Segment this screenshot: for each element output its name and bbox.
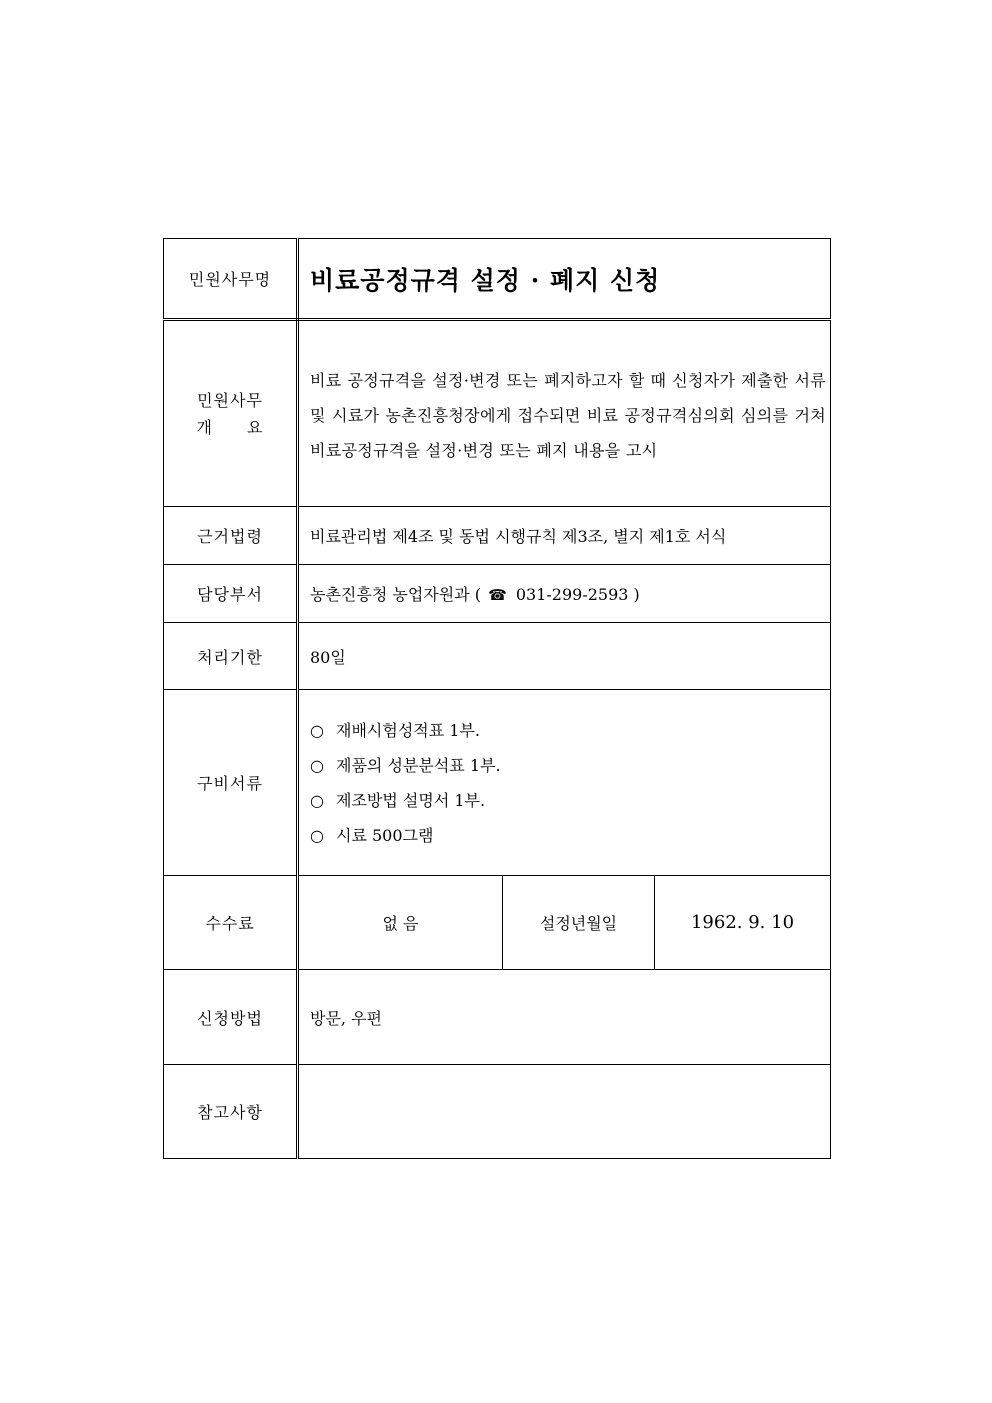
bullet-circle-icon: ○: [310, 720, 324, 740]
period-row: [164, 623, 831, 690]
list-item: [310, 713, 826, 748]
dept-row: [164, 565, 831, 623]
docs-label: 구비서류: [164, 690, 298, 876]
dept-label: 담당부서: [164, 565, 298, 623]
law-value: 비료관리법 제4조 및 동법 시행규칙 제3조, 별지 제1호 서식: [298, 507, 831, 565]
overview-cell: [298, 320, 831, 507]
civil-affairs-form-table: [163, 238, 831, 1159]
title-row: [164, 239, 831, 320]
list-item: [310, 748, 826, 783]
docs-list: [310, 713, 826, 853]
page-title-text: 비료공정규격 설정 · 폐지 신청: [310, 265, 661, 295]
dept-name: 농촌진흥청 농업자원과 (: [310, 585, 481, 604]
overview-label: [164, 320, 298, 507]
bullet-circle-icon: ○: [310, 825, 324, 845]
period-label: 처리기한: [164, 623, 298, 690]
list-item-text: 제품의 성분분석표 1부.: [336, 755, 501, 775]
date-value: 1962. 9. 10: [655, 876, 831, 970]
list-item-text: 시료 500그램: [336, 825, 434, 845]
overview-text: 비료 공정규격을 설정·변경 또는 폐지하고자 할 때 신청자가 제출한 서류 및 시료가 농촌진흥청장에게 접수되면 비료 공정규격심의회 심의를 거쳐 비료공정규격을 설정·변경 또는 폐지 내용을 고시: [310, 370, 827, 460]
list-item: [310, 818, 826, 853]
method-row: [164, 970, 831, 1065]
docs-row: [164, 690, 831, 876]
overview-row: [164, 320, 831, 507]
period-value: 80일: [298, 623, 831, 690]
phone-icon: ☎: [488, 586, 507, 604]
method-label: 신청방법: [164, 970, 298, 1065]
docs-cell: [298, 690, 831, 876]
fee-label: 수수료: [164, 876, 298, 970]
overview-label-line1: 민원사무: [197, 390, 263, 410]
dept-cell: [298, 565, 831, 623]
fee-value: 없 음: [298, 876, 503, 970]
list-item-text: 재배시험성적표 1부.: [336, 720, 480, 740]
fee-row: [164, 876, 831, 970]
list-item: [310, 783, 826, 818]
note-label: 참고사항: [164, 1065, 298, 1159]
overview-label-line2: 개 요: [196, 417, 264, 437]
date-label: 설정년월일: [503, 876, 655, 970]
law-row: [164, 507, 831, 565]
note-row: [164, 1065, 831, 1159]
bullet-circle-icon: ○: [310, 755, 324, 775]
method-value: 방문, 우편: [298, 970, 831, 1065]
note-value: [298, 1065, 831, 1159]
bullet-circle-icon: ○: [310, 790, 324, 810]
title-label: 민원사무명: [164, 239, 298, 320]
law-label: 근거법령: [164, 507, 298, 565]
page-title: [298, 239, 831, 320]
list-item-text: 제조방법 설명서 1부.: [336, 790, 486, 810]
overview-label-block: [197, 387, 264, 441]
dept-phone: 031-299-2593 ): [515, 585, 640, 604]
